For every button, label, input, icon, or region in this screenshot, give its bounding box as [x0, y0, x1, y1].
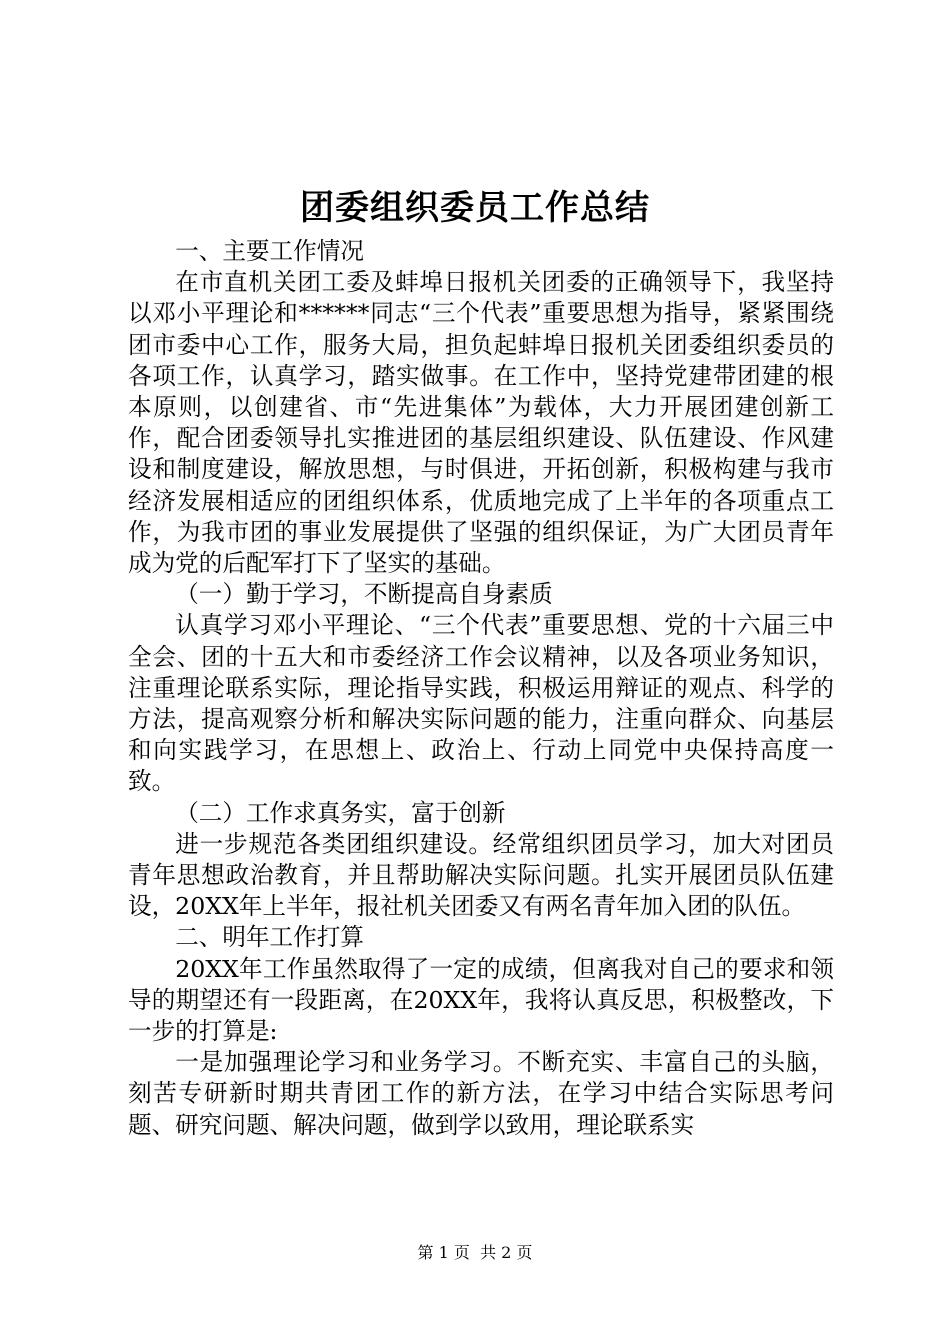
- section-heading-next-year: 二、明年工作打算: [175, 923, 364, 952]
- page-number: 第 1 页: [417, 1243, 470, 1262]
- document-body: [128, 236, 834, 1141]
- page-total: 共 2 页: [480, 1243, 533, 1262]
- page-footer: [0, 1241, 950, 1265]
- paragraph-work-practical: 进一步规范各类团组织建设。经常组织团员学习，加大对团员青年思想政治教育，并且帮助解决实际问题。扎实开展团员队伍建设，20XX年上半年，报社机关团委又有两名青年加入团的队伍。: [128, 829, 834, 921]
- document-title: 团委组织委员工作总结: [300, 188, 650, 228]
- paragraph-main-work: 在市直机关团工委及蚌埠日报机关团委的正确领导下，我坚持以邓小平理论和******同志“三个代表”重要思想为指导，紧紧围绕团市委中心工作，服务大局，担负起蚌埠日报机关团委组织委员的各项工作，认真学习，踏实做事。在工作中，坚持党建带团建的根本原则，以创建省、市“先进集体”为载体，大力开展团建创新工作，配合团委领导扎实推进团的基层组织建设、队伍建设、作风建设和制度建设，解放思想，与时俱进，开拓创新，积极构建与我市经济发展相适应的团组织体系，优质地完成了上半年的各项重点工作，为我市团的事业发展提供了坚强的组织保证，为广大团员青年成为党的后配军打下了坚实的基础。: [128, 268, 834, 578]
- section-heading-main-work: 一、主要工作情况: [175, 237, 364, 265]
- paragraph-next-year: 20XX年工作虽然取得了一定的成绩，但离我对自己的要求和领导的期望还有一段距离，在20XX年，我将认真反思，积极整改，下一步的打算是:: [128, 954, 834, 1046]
- subheading-study: （一）勤于学习，不断提高自身素质: [175, 580, 553, 609]
- paragraph-study: 认真学习邓小平理论、“三个代表”重要思想、党的十六届三中全会、团的十五大和市委经济工作会议精神，以及各项业务知识，注重理论联系实际，理论指导实践，积极运用辩证的观点、科学的方法，提高观察分析和解决实际问题的能力，注重向群众、向基层和向实践学习，在思想上、政治上、行动上同党中央保持高度一致。: [128, 611, 834, 796]
- subheading-work-practical: （二）工作求真务实，富于创新: [175, 798, 506, 827]
- paragraph-plan-one: 一是加强理论学习和业务学习。不断充实、丰富自己的头脑，刻苦专研新时期共青团工作的新方法，在学习中结合实际思考问题、研究问题、解决问题，做到学以致用，理论联系实: [128, 1048, 834, 1139]
